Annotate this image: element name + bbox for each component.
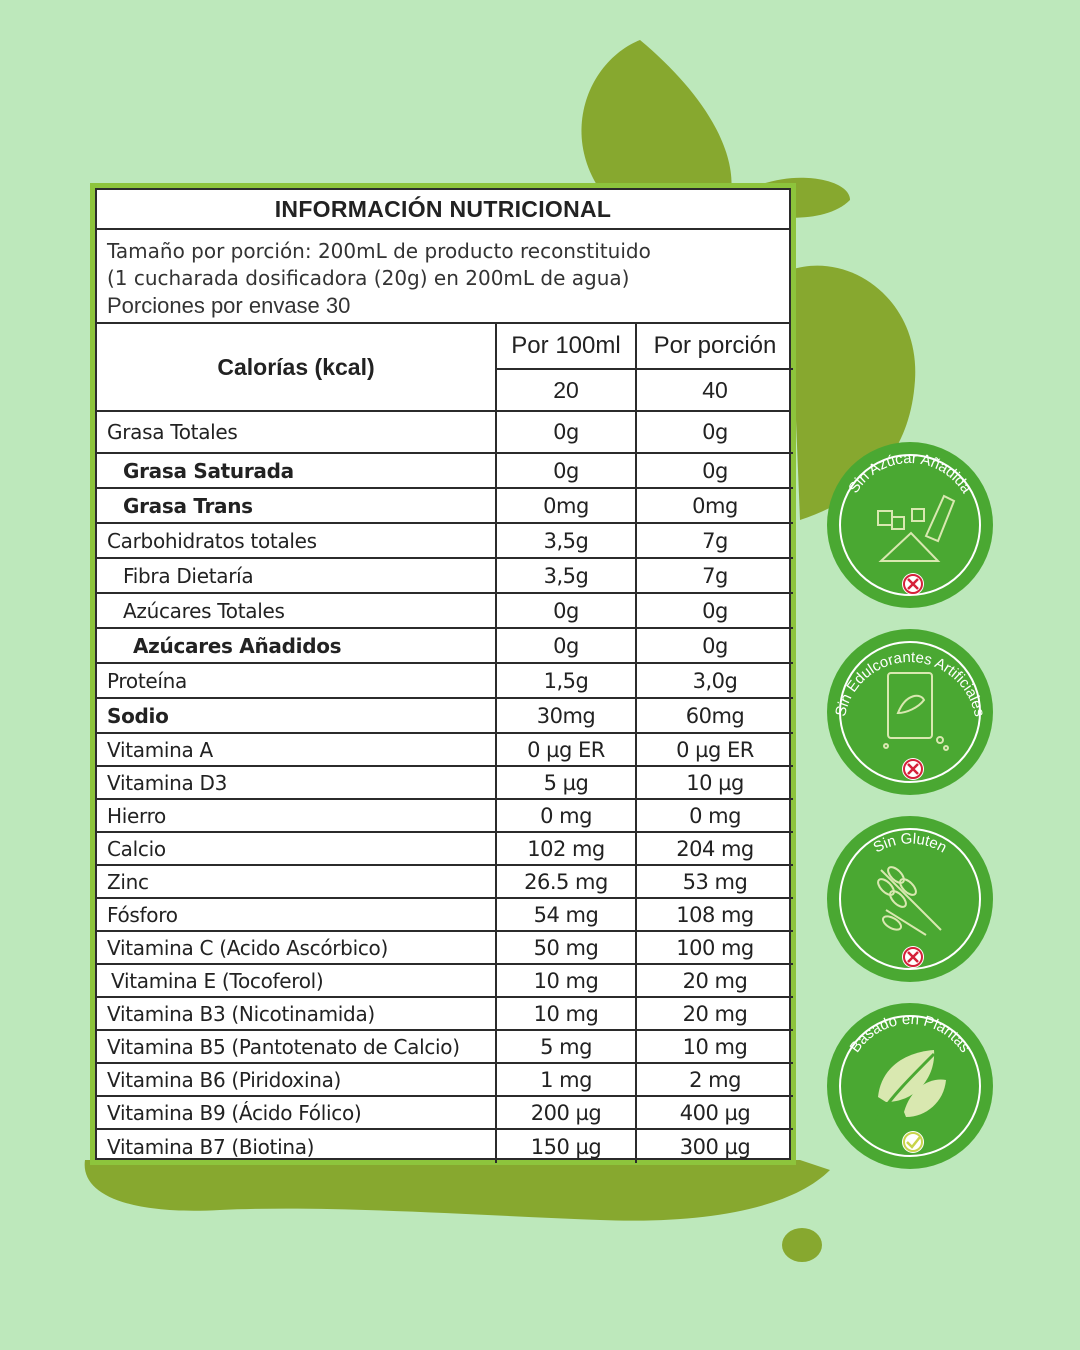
badge-sin-azucar <box>826 441 994 609</box>
table-row <box>97 412 793 454</box>
value-per-100ml: 54 mg <box>495 899 635 930</box>
table-row <box>97 833 793 866</box>
value-per-100ml: 0g <box>495 454 635 487</box>
nutrient-name: Vitamina D3 <box>107 770 228 795</box>
value-per-100ml: 0 µg ER <box>495 734 635 765</box>
value-per-portion: 100 mg <box>635 932 793 963</box>
table-row <box>97 800 793 833</box>
value-per-100ml: 0 mg <box>495 800 635 831</box>
value-per-100ml: 1,5g <box>495 664 635 697</box>
nutrient-name: Grasa Totales <box>107 420 238 444</box>
value-per-100ml: 0g <box>495 412 635 452</box>
nutrition-table <box>95 188 791 1160</box>
value-per-portion: 7g <box>635 524 793 557</box>
value-per-100ml: 102 mg <box>495 833 635 864</box>
value-per-100ml: 200 µg <box>495 1097 635 1128</box>
table-row <box>97 664 793 699</box>
table-row <box>97 1097 793 1130</box>
badge-text: Sin Gluten <box>870 830 950 857</box>
nutrient-name: Zinc <box>107 869 149 894</box>
value-per-portion: 400 µg <box>635 1097 793 1128</box>
nutrient-name: Carbohidratos totales <box>107 528 317 553</box>
nutrient-name: Grasa Trans <box>123 493 253 518</box>
value-per-portion: 0 mg <box>635 800 793 831</box>
nutrient-rows <box>97 412 789 1163</box>
label-title: INFORMACIÓN NUTRICIONAL <box>97 190 789 230</box>
nutrient-name: Calcio <box>107 836 166 861</box>
nutrient-name: Vitamina B5 (Pantotenato de Calcio) <box>107 1034 460 1059</box>
nutrient-name: Azúcares Totales <box>123 598 285 623</box>
nutrition-label <box>90 183 796 1165</box>
table-row <box>97 594 793 629</box>
value-per-100ml: 3,5g <box>495 559 635 592</box>
serving-info <box>97 230 789 324</box>
value-per-portion: 0mg <box>635 489 793 522</box>
value-per-portion: 53 mg <box>635 866 793 897</box>
value-per-portion: 0g <box>635 454 793 487</box>
splash-drop <box>782 1228 822 1262</box>
value-per-100ml: 5 mg <box>495 1031 635 1062</box>
value-per-portion: 2 mg <box>635 1064 793 1095</box>
nutrient-name: Hierro <box>107 803 166 828</box>
nutrient-name: Vitamina A <box>107 737 213 762</box>
nutrient-name: Vitamina B6 (Piridoxina) <box>107 1067 342 1092</box>
nutrient-name: Vitamina B3 (Nicotinamida) <box>107 1001 375 1026</box>
table-row <box>97 454 793 489</box>
value-per-portion: 0g <box>635 629 793 662</box>
value-per-portion: 20 mg <box>635 965 793 996</box>
table-row <box>97 629 793 664</box>
badge-text: Basado en Plantas <box>846 1010 974 1056</box>
nutrient-name: Fibra Dietaría <box>123 563 254 588</box>
value-per-portion: 0 µg ER <box>635 734 793 765</box>
table-row <box>97 699 793 734</box>
calories-block <box>97 324 789 412</box>
table-row <box>97 866 793 899</box>
serving-size: Tamaño por porción: 200mL de producto reconstituido <box>107 239 651 263</box>
leaf-blob-top <box>581 40 731 200</box>
column-header-100ml: Por 100ml <box>495 324 635 370</box>
calories-portion: 40 <box>635 370 793 410</box>
value-per-100ml: 1 mg <box>495 1064 635 1095</box>
value-per-portion: 300 µg <box>635 1130 793 1163</box>
value-per-portion: 20 mg <box>635 998 793 1029</box>
table-row <box>97 965 793 998</box>
nutrient-name: Grasa Saturada <box>123 458 294 483</box>
table-row <box>97 998 793 1031</box>
value-per-100ml: 10 mg <box>495 998 635 1029</box>
table-row <box>97 1031 793 1064</box>
value-per-100ml: 50 mg <box>495 932 635 963</box>
table-row <box>97 1130 793 1163</box>
table-row <box>97 899 793 932</box>
nutrient-name: Vitamina C (Acido Ascórbico) <box>107 935 388 960</box>
nutrient-name: Sodio <box>107 703 169 728</box>
value-per-portion: 7g <box>635 559 793 592</box>
table-row <box>97 489 793 524</box>
value-per-portion: 0g <box>635 594 793 627</box>
value-per-portion: 108 mg <box>635 899 793 930</box>
value-per-portion: 3,0g <box>635 664 793 697</box>
value-per-portion: 60mg <box>635 699 793 732</box>
serving-preparation: (1 cucharada dosificadora (20g) en 200mL de agua) <box>107 266 630 290</box>
badge-text: Sin Edulcorantes Artificiales <box>832 648 988 719</box>
nutrient-name: Azúcares Añadidos <box>133 633 342 658</box>
value-per-100ml: 3,5g <box>495 524 635 557</box>
table-row <box>97 559 793 594</box>
value-per-portion: 10 µg <box>635 767 793 798</box>
splash-blob-bottom <box>85 1160 830 1221</box>
badge-sin-gluten <box>826 815 994 983</box>
badge-basado-en-plantas <box>826 1002 994 1170</box>
table-row <box>97 767 793 800</box>
nutrient-name: Vitamina B7 (Biotina) <box>107 1134 315 1159</box>
value-per-100ml: 30mg <box>495 699 635 732</box>
nutrient-name: Proteína <box>107 668 187 693</box>
nutrient-name: Vitamina E (Tocoferol) <box>111 968 324 993</box>
value-per-100ml: 150 µg <box>495 1130 635 1163</box>
badge-sin-edulcorantes <box>826 628 994 796</box>
table-row <box>97 1064 793 1097</box>
table-row <box>97 734 793 767</box>
value-per-100ml: 0g <box>495 629 635 662</box>
value-per-100ml: 10 mg <box>495 965 635 996</box>
nutrient-name: Vitamina B9 (Ácido Fólico) <box>107 1100 362 1125</box>
badge-text: Sin Azúcar Añadida <box>845 449 975 497</box>
calories-100ml: 20 <box>495 370 635 410</box>
value-per-100ml: 0mg <box>495 489 635 522</box>
nutrient-name: Fósforo <box>107 902 178 927</box>
servings-per-container: Porciones por envase 30 <box>107 293 351 318</box>
value-per-portion: 0g <box>635 412 793 452</box>
value-per-100ml: 5 µg <box>495 767 635 798</box>
value-per-portion: 204 mg <box>635 833 793 864</box>
column-header-portion: Por porción <box>635 324 793 370</box>
value-per-100ml: 0g <box>495 594 635 627</box>
value-per-100ml: 26.5 mg <box>495 866 635 897</box>
value-per-portion: 10 mg <box>635 1031 793 1062</box>
table-row <box>97 932 793 965</box>
calories-label: Calorías (kcal) <box>217 353 375 380</box>
table-row <box>97 524 793 559</box>
